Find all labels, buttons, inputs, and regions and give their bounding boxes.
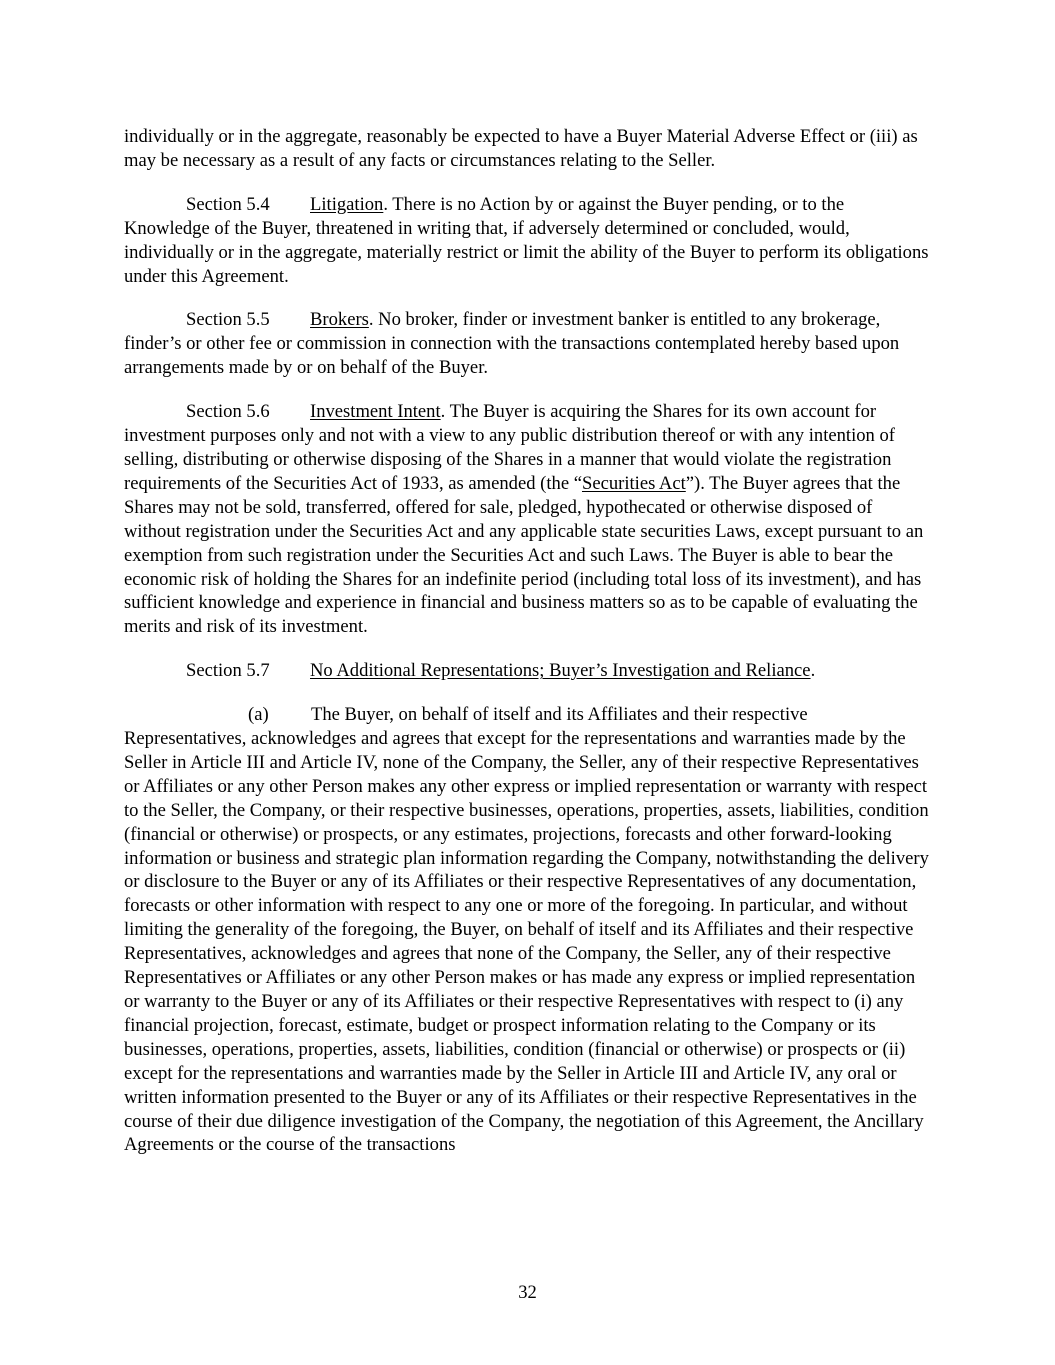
defined-term-securities-act: Securities Act [581, 472, 686, 494]
section-5-4-title: Litigation [310, 193, 384, 215]
continuation-text: individually or in the aggregate, reasonably be expected to have a Buyer Material Adverse Effect or (iii) as may be necessary as a result of any facts or circumstances relating to the Seller. [124, 126, 918, 171]
section-5-6-body-part1: . The Buyer is acquiring the Shares for its own account for investment purposes only and not with a view to any public distribution thereof or with any intention of selling, distributing or otherwise disposing of the Shares in a manner that would violate the registration requirements of the Securities Act of 1933, as amended (the “ [124, 401, 895, 494]
section-5-5-number: Section 5.5 [186, 309, 270, 331]
section-5-4-body: . There is no Action by or against the Buyer pending, or to the Knowledge of the Buyer, threatened in writing that, if adversely determined or concluded, would, individually or in the aggregate, materially restrict or limit the ability of the Buyer to perform its obligations under this Agreement. [124, 193, 929, 287]
section-5-7-heading [124, 659, 930, 683]
section-5-6-number: Section 5.6 [186, 401, 270, 423]
section-5-5-body: . No broker, finder or investment banker is entitled to any brokerage, finder’s or other fee or commission in connection with the transactions contemplated hereby based upon arrangements made by or on behalf of the Buyer. [124, 309, 900, 379]
section-5-5-paragraph [124, 308, 930, 380]
page-number: 32 [518, 1282, 537, 1303]
document-page [124, 125, 930, 1177]
section-5-4-paragraph [124, 193, 930, 289]
subsection-a-text: The Buyer, on behalf of itself and its Affiliates and their respective Representatives, acknowledges and agrees that except for the representations and warranties made by the Seller in Article III and Article IV, none of the Company, the Seller, any of their respective Representatives or Affiliates or any other Person makes any other express or implied representation or warranty with respect to the Seller, the Company, or their respective businesses, operations, properties, assets, liabilities, condition (financial or otherwise) or prospects, or any estimates, projections, forecasts and other forward-looking information or business and strategic plan information regarding the Company, notwithstanding the delivery or disclosure to the Buyer or any of its Affiliates or their respective Representatives of any documentation, forecasts or other information with respect to any one or more of the foregoing. In particular, and without limiting the generality of the foregoing, the Buyer, on behalf of itself and its Affiliates and their respective Representatives, acknowledges and agrees that none of the Company, the Seller, any of their respective Representatives or Affiliates or any other Person makes or has made any express or implied representation or warranty to the Buyer or any of its Affiliates or their respective Representatives with respect to (i) any financial projection, forecast, estimate, budget or prospect information relating to the Company or its businesses, operations, properties, assets, liabilities, condition (financial or otherwise) or prospects or (ii) except for the representations and warranties made by the Seller in Article III and Article IV, any oral or written information presented to the Buyer or any of its Affiliates or their respective Representatives in the course of their due diligence investigation of the Company, the negotiation of this Agreement, the Ancillary Agreements or the course of the transactions [124, 704, 929, 1156]
section-5-6-paragraph [124, 400, 930, 639]
section-5-6-body-part2: ”). The Buyer agrees that the Shares may not be sold, transferred, offered for sale, pledged, hypothecated or otherwise disposed of without registration under the Securities Act and any applicable state securities Laws, except pursuant to an exemption from such registration under the Securities Act and such Laws. The Buyer is able to bear the economic risk of holding the Shares for an indefinite period (including total loss of its investment), and has sufficient knowledge and experience in financial and business matters so as to be capable of evaluating the merits and risk of its investment. [124, 472, 924, 638]
subsection-a-paragraph [124, 703, 930, 1157]
section-5-7-title: No Additional Representations; Buyer’s Investigation and Reliance [310, 660, 811, 682]
subsection-a-label: (a) [248, 704, 269, 726]
section-5-7-body: . [810, 660, 816, 682]
continuation-paragraph [124, 125, 930, 173]
section-5-6-title: Investment Intent [310, 401, 441, 423]
section-5-7-number: Section 5.7 [186, 660, 270, 682]
section-5-5-title: Brokers [310, 309, 369, 331]
section-5-4-number: Section 5.4 [186, 193, 270, 215]
